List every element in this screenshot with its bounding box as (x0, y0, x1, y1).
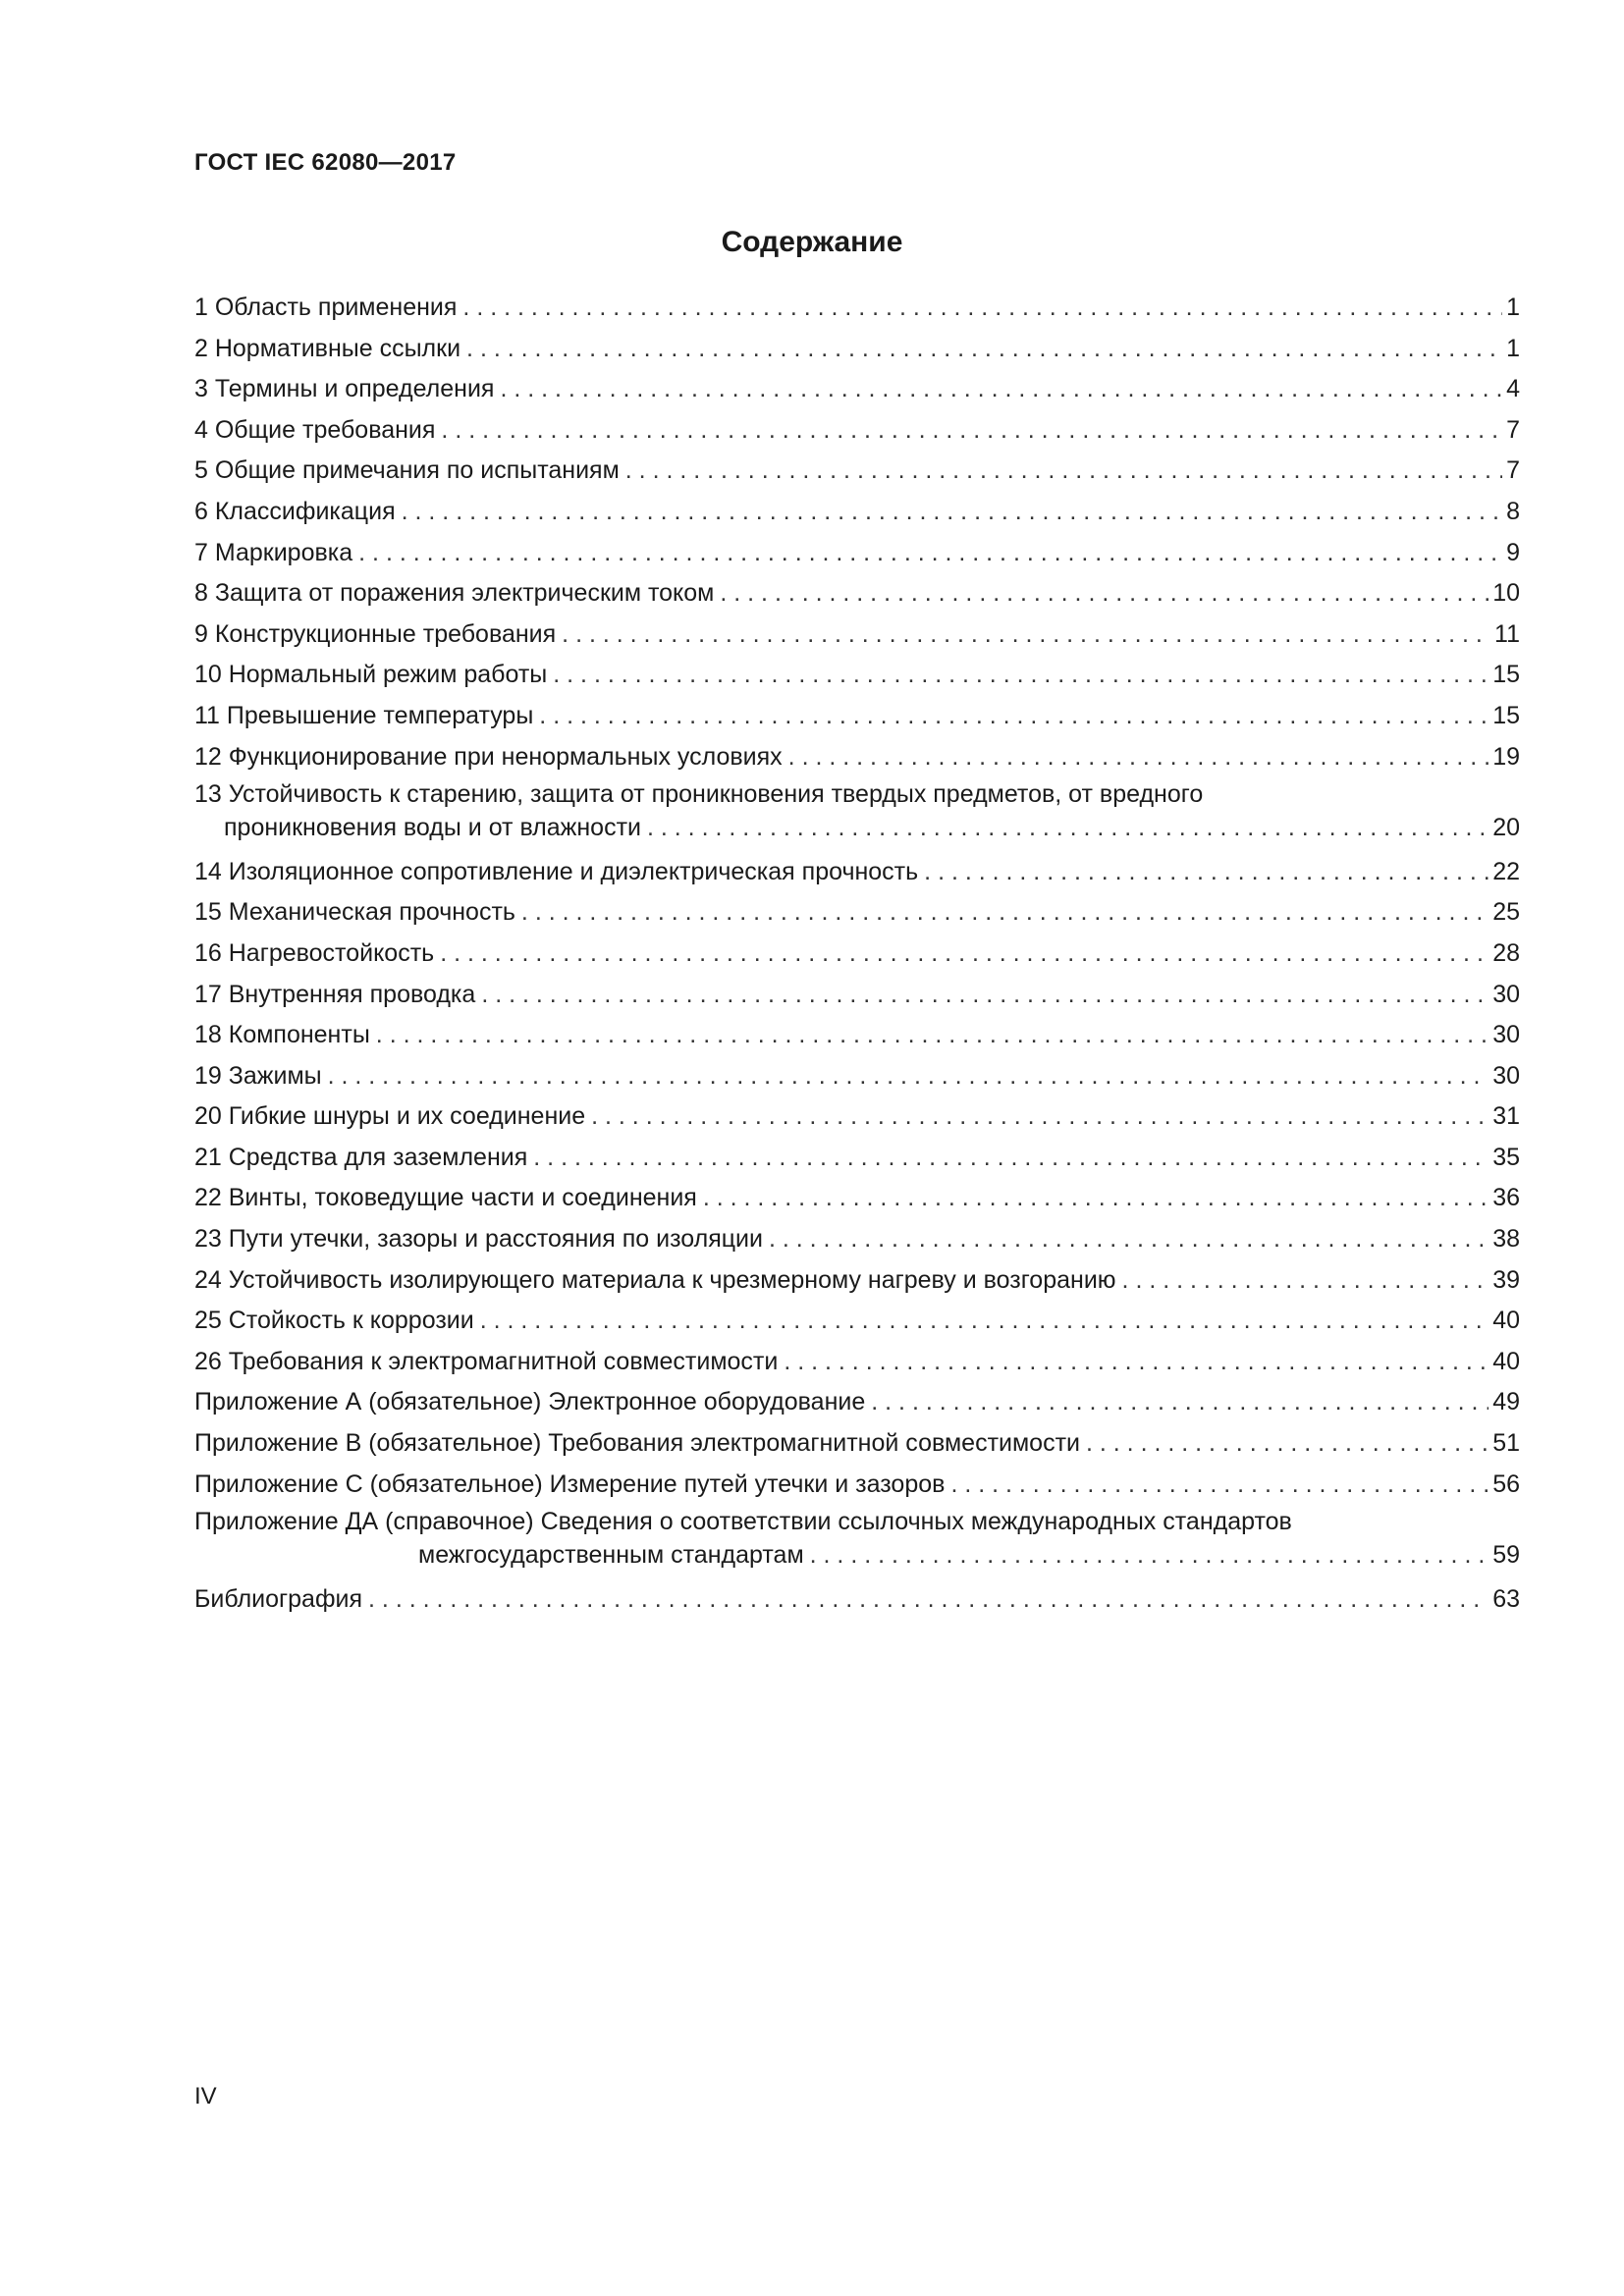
toc-entry-page: 20 (1492, 814, 1520, 842)
dot-leader (924, 852, 1489, 893)
dot-leader (521, 892, 1489, 934)
toc-entry-label: 1 Область применения (194, 294, 458, 321)
toc-entry-label: 17 Внутренняя проводка (194, 980, 476, 1008)
dot-leader (368, 1579, 1489, 1621)
dot-leader (769, 1219, 1489, 1260)
toc-entry-label: 11 Превышение температуры (194, 701, 534, 729)
toc-entry-continuation[interactable] (194, 811, 1520, 852)
toc-entry-label: Приложение ДА (справочное) Сведения о соответствии ссылочных международных стандартов (194, 1508, 1292, 1536)
toc-entry[interactable] (194, 777, 1520, 811)
toc-entry-label: 20 Гибкие шнуры и их соединение (194, 1102, 586, 1131)
toc-entry-page: 30 (1492, 1061, 1520, 1090)
toc-entry[interactable] (194, 696, 1520, 737)
toc-entry-label: Приложение А (обязательное) Электронное оборудование (194, 1388, 866, 1416)
toc-entry-page: 59 (1492, 1541, 1520, 1570)
page-number: IV (194, 2083, 217, 2109)
toc-entry-label: 23 Пути утечки, зазоры и расстояния по изоляции (194, 1225, 763, 1254)
toc-entry-label: 18 Компоненты (194, 1021, 370, 1049)
toc-entry-page: 51 (1492, 1429, 1520, 1458)
toc-entry[interactable] (194, 1015, 1520, 1056)
toc-entry-label: межгосударственным стандартам (418, 1541, 804, 1570)
toc-entry[interactable] (194, 573, 1520, 614)
toc-entry[interactable] (194, 1178, 1520, 1219)
toc-entry-label: 6 Классификация (194, 497, 396, 525)
toc-entry-page: 56 (1492, 1469, 1520, 1498)
toc-entry[interactable] (194, 1342, 1520, 1383)
dot-leader (440, 934, 1489, 975)
dot-leader (950, 1465, 1489, 1506)
toc-entry-label: 4 Общие требования (194, 415, 436, 444)
toc-entry-page: 15 (1492, 701, 1520, 729)
dot-leader (810, 1538, 1489, 1572)
toc-entry-page: 35 (1492, 1143, 1520, 1171)
toc-entry-continuation[interactable] (194, 1538, 1520, 1579)
dot-leader (402, 492, 1502, 533)
toc-entry-label: 25 Стойкость к коррозии (194, 1307, 474, 1335)
toc-entry-label: проникновения воды и от влажности (224, 814, 641, 842)
toc-entry[interactable] (194, 288, 1520, 329)
toc-entry-label: 3 Термины и определения (194, 375, 495, 403)
toc-entry-page: 9 (1506, 538, 1520, 566)
toc-entry-label: 19 Зажимы (194, 1061, 322, 1090)
dot-leader (784, 1342, 1489, 1383)
dot-leader (500, 369, 1502, 410)
dot-leader (328, 1056, 1489, 1097)
toc-entry-page: 36 (1492, 1184, 1520, 1212)
toc-entry-label: 2 Нормативные ссылки (194, 334, 461, 362)
toc-entry-page: 49 (1492, 1388, 1520, 1416)
toc-entry-label: 26 Требования к электромагнитной совместимости (194, 1347, 779, 1375)
toc-entry[interactable] (194, 892, 1520, 934)
dot-leader (481, 975, 1489, 1016)
toc-entry[interactable] (194, 614, 1520, 656)
table-of-contents (194, 288, 1520, 1620)
toc-entry[interactable] (194, 1096, 1520, 1138)
toc-entry[interactable] (194, 1056, 1520, 1097)
toc-entry-page: 19 (1492, 742, 1520, 771)
toc-entry[interactable] (194, 655, 1520, 696)
toc-entry-label: 10 Нормальный режим работы (194, 661, 548, 689)
dot-leader (703, 1178, 1489, 1219)
dot-leader (647, 811, 1489, 844)
dot-leader (441, 410, 1502, 452)
toc-entry[interactable] (194, 1465, 1520, 1506)
toc-entry-label: 5 Общие примечания по испытаниям (194, 456, 620, 485)
toc-entry-page: 22 (1492, 857, 1520, 885)
toc-entry-label: 7 Маркировка (194, 538, 353, 566)
toc-entry-page: 1 (1506, 294, 1520, 321)
toc-entry[interactable] (194, 934, 1520, 975)
toc-entry[interactable] (194, 975, 1520, 1016)
page-title: Содержание (721, 226, 903, 258)
toc-entry[interactable] (194, 852, 1520, 893)
toc-entry[interactable] (194, 369, 1520, 410)
toc-entry-page: 7 (1506, 415, 1520, 444)
toc-entry-label: 14 Изоляционное сопротивление и диэлектрическая прочность (194, 857, 919, 885)
toc-entry-page: 38 (1492, 1225, 1520, 1254)
toc-entry-page: 63 (1492, 1584, 1520, 1613)
toc-entry[interactable] (194, 1138, 1520, 1179)
toc-entry[interactable] (194, 1505, 1520, 1538)
toc-entry[interactable] (194, 329, 1520, 370)
toc-entry-page: 25 (1492, 898, 1520, 927)
dot-leader (358, 533, 1502, 574)
toc-entry[interactable] (194, 1423, 1520, 1465)
dot-leader (480, 1301, 1489, 1342)
toc-entry-page: 7 (1506, 456, 1520, 485)
dot-leader (1086, 1423, 1489, 1465)
dot-leader (466, 329, 1502, 370)
toc-entry[interactable] (194, 1382, 1520, 1423)
toc-entry[interactable] (194, 533, 1520, 574)
toc-entry-page: 10 (1492, 579, 1520, 608)
toc-entry-page: 28 (1492, 938, 1520, 967)
toc-entry-page: 1 (1506, 334, 1520, 362)
toc-entry-page: 8 (1506, 497, 1520, 525)
toc-entry-page: 40 (1492, 1307, 1520, 1335)
dot-leader (539, 696, 1489, 737)
toc-entry-label: 8 Защита от поражения электрическим током (194, 579, 715, 608)
toc-entry-page: 30 (1492, 980, 1520, 1008)
toc-entry[interactable] (194, 492, 1520, 533)
toc-entry[interactable] (194, 737, 1520, 778)
toc-entry[interactable] (194, 1260, 1520, 1302)
toc-entry-label: 24 Устойчивость изолирующего материала к чрезмерному нагреву и возгоранию (194, 1265, 1116, 1294)
toc-entry-label: 15 Механическая прочность (194, 898, 515, 927)
toc-entry-label: Приложение В (обязательное) Требования электромагнитной совместимости (194, 1429, 1080, 1458)
toc-entry[interactable] (194, 1219, 1520, 1260)
toc-entry-label: 21 Средства для заземления (194, 1143, 528, 1171)
toc-entry-page: 15 (1492, 661, 1520, 689)
document-id: ГОСТ IEC 62080—2017 (194, 149, 457, 176)
toc-entry-page: 30 (1492, 1021, 1520, 1049)
toc-entry-label: 9 Конструкционные требования (194, 619, 557, 648)
dot-leader (562, 614, 1490, 656)
toc-entry-label: Приложение С (обязательное) Измерение путей утечки и зазоров (194, 1469, 946, 1498)
toc-entry-page: 31 (1492, 1102, 1520, 1131)
dot-leader (625, 451, 1502, 492)
dot-leader (553, 655, 1489, 696)
toc-entry-page: 40 (1492, 1347, 1520, 1375)
toc-entry-label: 22 Винты, токоведущие части и соединения (194, 1184, 697, 1212)
dot-leader (533, 1138, 1489, 1179)
toc-entry-label: 13 Устойчивость к старению, защита от проникновения твердых предметов, от вредного (194, 780, 1204, 809)
dot-leader (376, 1015, 1489, 1056)
toc-entry[interactable] (194, 410, 1520, 452)
toc-entry-label: 12 Функционирование при ненормальных условиях (194, 742, 783, 771)
dot-leader (462, 288, 1502, 329)
dot-leader (788, 737, 1489, 778)
toc-entry[interactable] (194, 1301, 1520, 1342)
dot-leader (871, 1382, 1489, 1423)
toc-entry-page: 39 (1492, 1265, 1520, 1294)
toc-entry-label: 16 Нагревостойкость (194, 938, 435, 967)
toc-entry-page: 4 (1506, 375, 1520, 403)
dot-leader (591, 1096, 1489, 1138)
dot-leader (1122, 1260, 1489, 1302)
toc-entry-label: Библиография (194, 1584, 363, 1613)
dot-leader (720, 573, 1489, 614)
toc-entry-page: 11 (1494, 619, 1520, 648)
toc-entry[interactable] (194, 451, 1520, 492)
toc-entry[interactable] (194, 1579, 1520, 1621)
